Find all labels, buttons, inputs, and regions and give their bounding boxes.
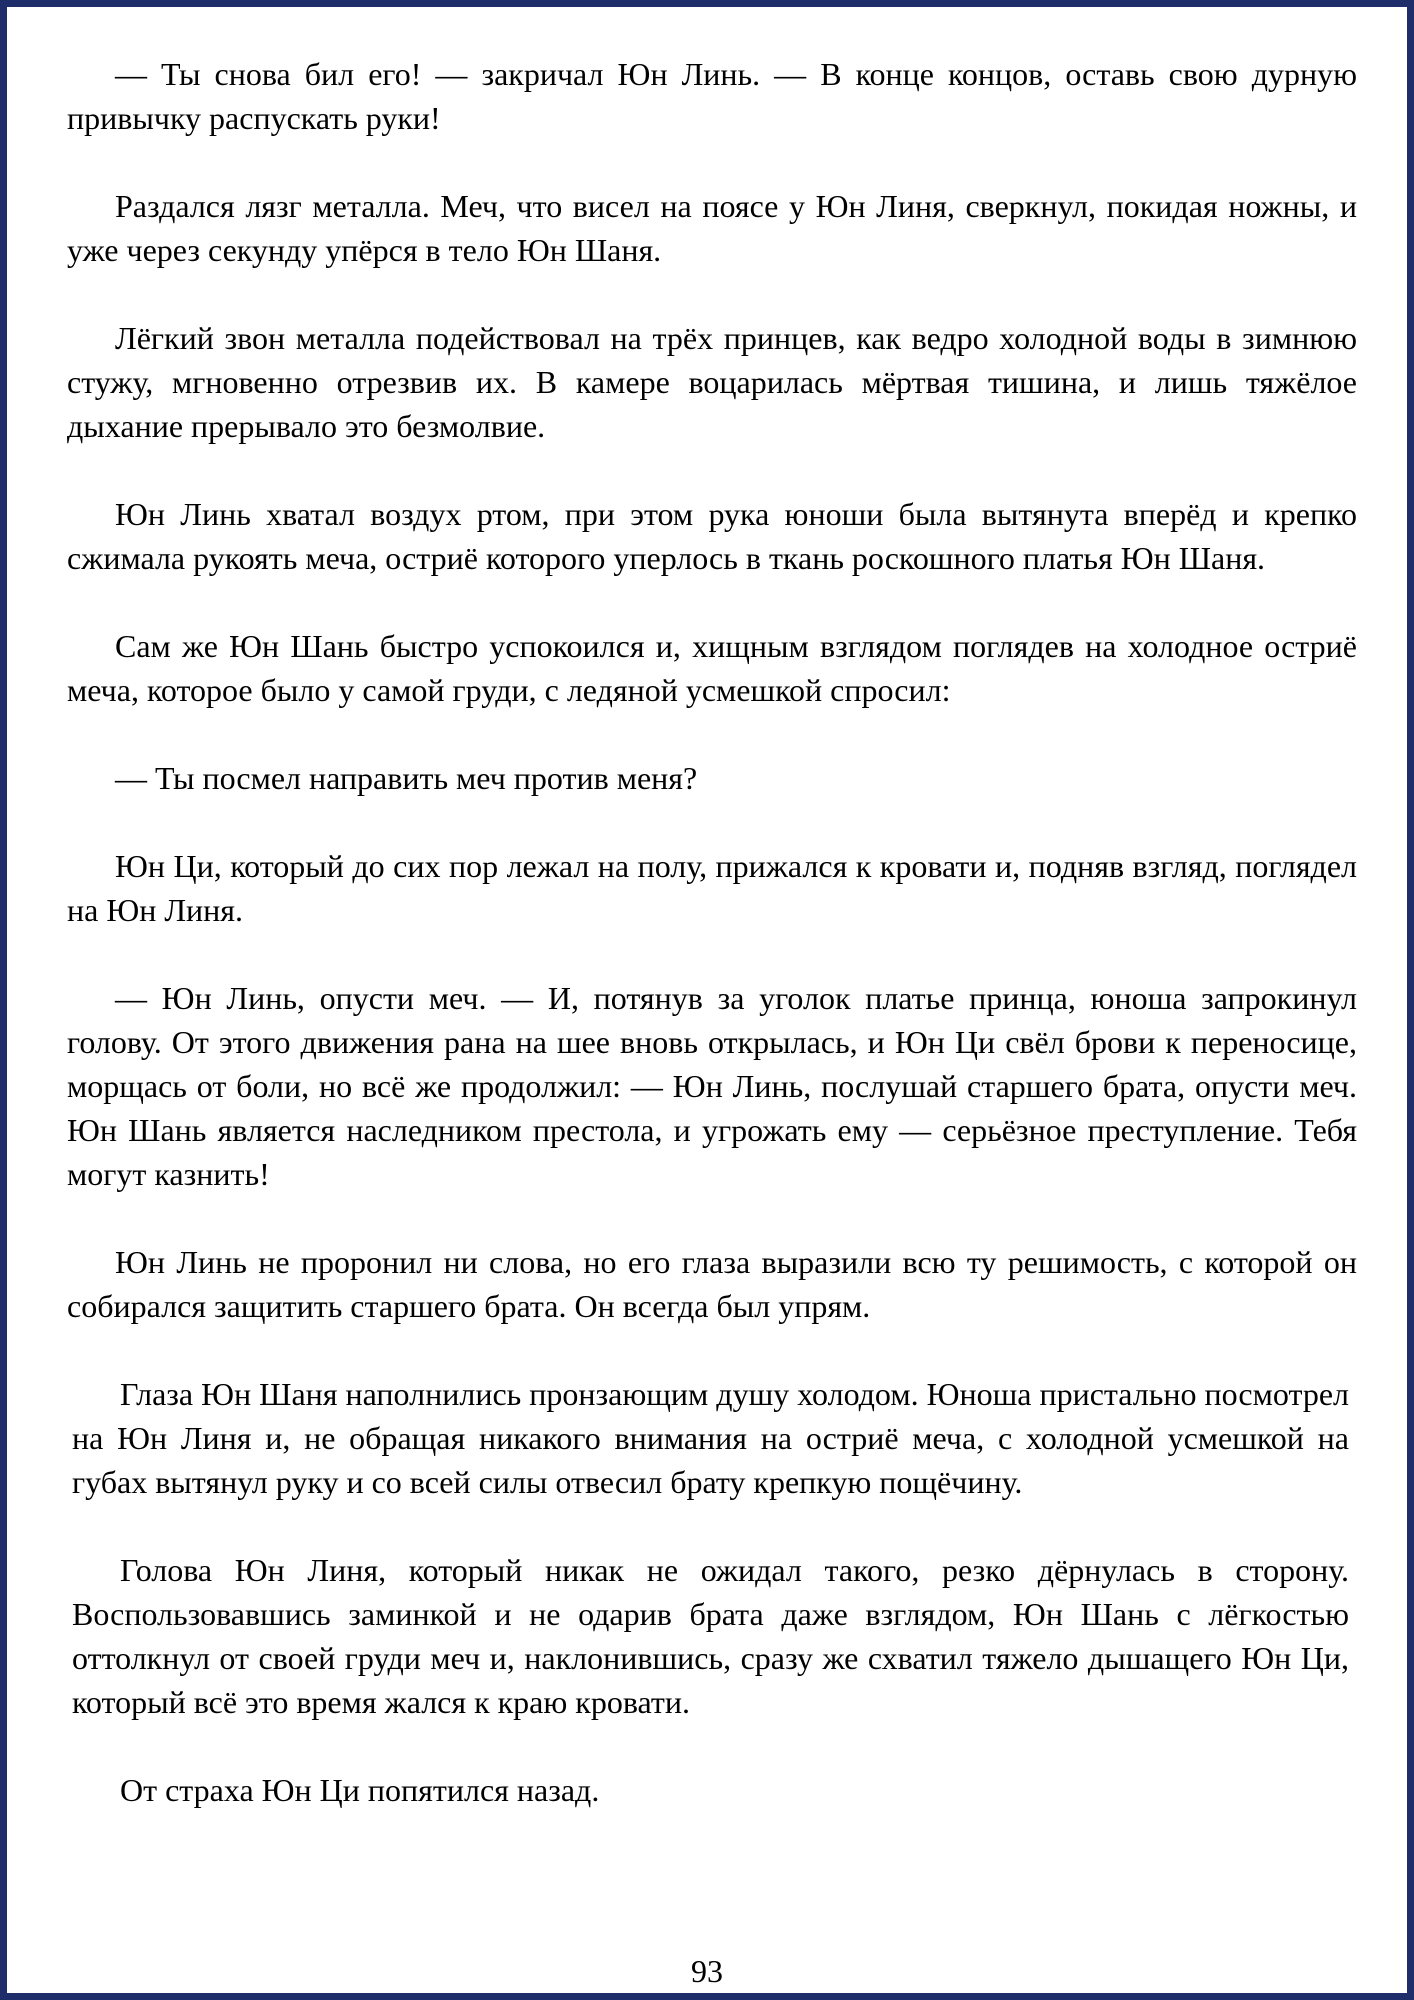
paragraph: — Ты снова бил его! — закричал Юн Линь. — В конце концов, оставь свою дурную привычку распускать руки! bbox=[67, 56, 1357, 136]
paragraph: От страха Юн Ци попятился назад. bbox=[120, 1772, 600, 1808]
paragraph: — Юн Линь, опусти меч. — И, потянув за уголок платье принца, юноша запрокинул голову. От этого движения рана на шее вновь открылась, и Юн Ци свёл брови к переносице, морщась от боли, но всё же продолжил: — Юн Линь, послушай старшего брата, опусти меч. Юн Шань является наследником престола, и угрожать ему — серьёзное преступление. Тебя могут казнить! bbox=[67, 980, 1357, 1192]
paragraph: — Ты посмел направить меч против меня? bbox=[115, 760, 698, 796]
paragraph: Раздался лязг металла. Меч, что висел на поясе у Юн Линя, сверкнул, покидая ножны, и уже через секунду упёрся в тело Юн Шаня. bbox=[67, 188, 1357, 268]
paragraph: Голова Юн Линя, который никак не ожидал такого, резко дёрнулась в сторону. Воспользовавшись заминкой и не одарив брата даже взглядом, Юн Шань с лёгкостью оттолкнул от своей груди меч и, наклонившись, сразу же схватил тяжело дышащего Юн Ци, который всё это время жался к краю кровати. bbox=[72, 1552, 1349, 1720]
page-number: 93 bbox=[691, 1953, 723, 1989]
paragraph: Юн Ци, который до сих пор лежал на полу, прижался к кровати и, подняв взгляд, поглядел на Юн Линя. bbox=[67, 848, 1357, 928]
paragraph: Глаза Юн Шаня наполнились пронзающим душу холодом. Юноша пристально посмотрел на Юн Линя и, не обращая никакого внимания на остриё меча, с холодной усмешкой на губах вытянул руку и со всей силы отвесил брату крепкую пощёчину. bbox=[72, 1376, 1349, 1500]
paragraph: Юн Линь хватал воздух ртом, при этом рука юноши была вытянута вперёд и крепко сжимала рукоять меча, остриё которого уперлось в ткань роскошного платья Юн Шаня. bbox=[67, 496, 1357, 576]
paragraph: Лёгкий звон металла подействовал на трёх принцев, как ведро холодной воды в зимнюю стужу, мгновенно отрезвив их. В камере воцарилась мёртвая тишина, и лишь тяжёлое дыхание прерывало это безмолвие. bbox=[67, 320, 1357, 444]
paragraph: Юн Линь не проронил ни слова, но его глаза выразили всю ту решимость, с которой он собирался защитить старшего брата. Он всегда был упрям. bbox=[67, 1244, 1357, 1324]
paragraph: Сам же Юн Шань быстро успокоился и, хищным взглядом поглядев на холодное остриё меча, которое было у самой груди, с ледяной усмешкой спросил: bbox=[67, 628, 1357, 708]
text-body bbox=[67, 52, 1357, 1856]
